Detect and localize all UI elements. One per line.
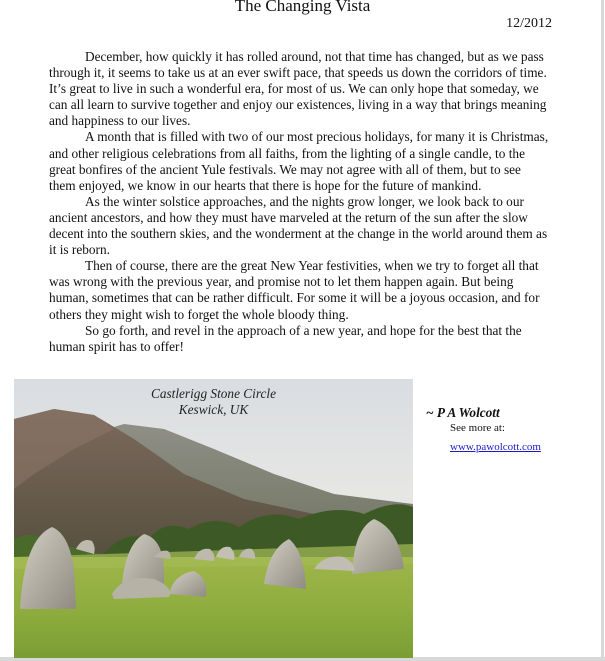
author-signature: ~ P A Wolcott bbox=[426, 405, 500, 420]
stone-circle-photo bbox=[14, 379, 413, 658]
page-edge-right bbox=[601, 0, 604, 661]
issue-date: 12/2012 bbox=[506, 16, 552, 31]
caption-title: Castlerigg Stone Circle bbox=[150, 386, 277, 401]
see-more-label: See more at: bbox=[450, 422, 505, 434]
paragraph: December, how quickly it has rolled around, not that time has changed, but as we pass through it, it seems to take us at an ever swift pace, that speeds us down the corridors of time. It’s great to live in such a wonderful era, for most of us. We can only hope that someday, we can all learn to survive together and enjoy our existences, living in a way that brings meaning and happiness to our lives. bbox=[49, 49, 547, 129]
website-link[interactable]: www.pawolcott.com bbox=[450, 441, 541, 453]
article-body bbox=[49, 49, 549, 355]
caption-location: Keswick, UK bbox=[178, 402, 249, 417]
paragraph: Then of course, there are the great New Year festivities, when we try to forget all that was wrong with the previous year, and promise not to let them happen again. But being human, sometimes that can be rather difficult. For some it will be a joyous occasion, and for others they might wish to forget the whole bloody thing. bbox=[49, 258, 540, 322]
paragraph: So go forth, and revel in the approach of a new year, and hope for the best that the human spirit has to offer! bbox=[49, 322, 522, 354]
paragraph: As the winter solstice approaches, and the nights grow longer, we look back to our ancient ancestors, and how they must have marveled at the return of the sun after the slow decent into the southern skies, and the wonderment at the change in the world around them as it is reborn. bbox=[49, 193, 548, 258]
photo-caption bbox=[14, 386, 413, 418]
paragraph: A month that is filled with two of our most precious holidays, for many it is Christmas, and other religious celebrations from all faiths, from the lighting of a single candle, to the great bonfires of the ancient Yule festivals. We may not agree with all of them, but to see them enjoyed, we know in our hearts that there is hope for the future of mankind. bbox=[49, 129, 549, 193]
page-title: The Changing Vista bbox=[234, 0, 371, 15]
